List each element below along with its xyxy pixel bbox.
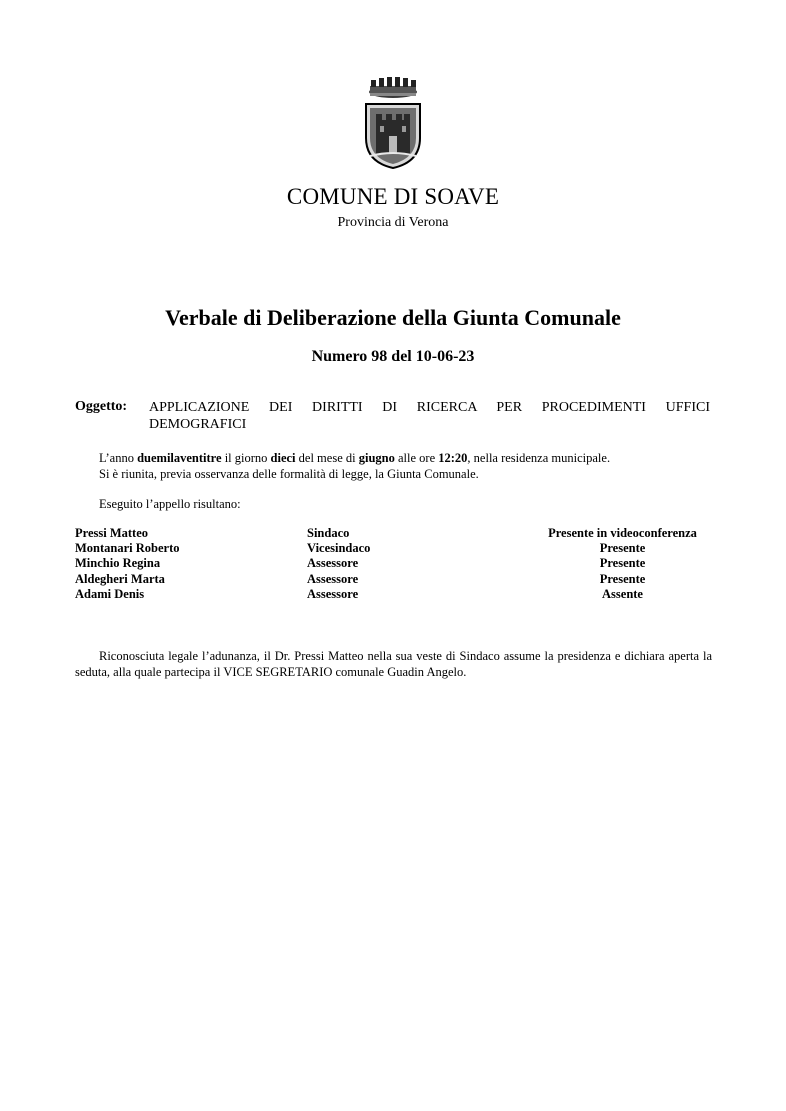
member-role: Assessore (307, 586, 359, 601)
member-name: Pressi Matteo (75, 526, 149, 540)
member-role: Assessore (307, 556, 359, 571)
member-status: Assente (602, 586, 643, 601)
subject-line-2: DEMOGRAFICI (149, 417, 247, 432)
province-name: Provincia di Verona (337, 215, 449, 230)
table-row (75, 526, 712, 541)
meeting-time: 12:20 (438, 451, 468, 465)
member-name: Aldegheri Marta (75, 571, 165, 586)
member-role: Vicesindaco (307, 541, 371, 556)
municipality-name: COMUNE DI SOAVE (286, 184, 500, 209)
member-status: Presente in videoconferenza (548, 526, 697, 540)
member-role: Sindaco (307, 526, 350, 540)
member-name: Montanari Roberto (75, 541, 180, 556)
member-status: Presente (599, 571, 646, 586)
table-row (75, 572, 712, 587)
attendance-table (75, 526, 712, 602)
meeting-year: duemilaventitre (137, 451, 222, 465)
table-row (75, 541, 712, 556)
meeting-day: dieci (270, 451, 296, 465)
subject-line-1: APPLICAZIONE DEI DIRITTI DI RICERCA PER PROCEDIMENTI UFFICI (149, 400, 710, 415)
closing-paragraph: Riconosciuta legale l’adunanza, il Dr. Pressi Matteo nella sua veste di Sindaco assume la presidenza e dichiara aperta la seduta, alla quale partecipa il VICE SEGRETARIO comunale Guadin Angelo. (75, 649, 712, 679)
roll-call-intro: Eseguito l’appello risultano: (99, 497, 241, 511)
table-row (75, 556, 712, 571)
subject-label: Oggetto: (75, 399, 128, 414)
coat-of-arms-icon (360, 76, 426, 170)
meeting-date-line: L’anno duemilaventitre il giorno dieci del mese di giugno alle ore 12:20, nella residenza municipale. (99, 451, 611, 465)
document-title: Verbale di Deliberazione della Giunta Comunale (165, 305, 621, 330)
member-status: Presente (599, 556, 646, 571)
member-name: Adami Denis (75, 586, 145, 601)
meeting-month: giugno (358, 451, 395, 465)
document-number: Numero 98 del 10-06-23 (311, 348, 475, 365)
member-status: Presente (599, 541, 646, 556)
member-name: Minchio Regina (75, 556, 161, 571)
member-role: Assessore (307, 571, 359, 586)
table-row (75, 587, 712, 602)
meeting-formalities-line: Si è riunita, previa osservanza delle formalità di legge, la Giunta Comunale. (99, 467, 479, 481)
subject-text (149, 399, 710, 433)
